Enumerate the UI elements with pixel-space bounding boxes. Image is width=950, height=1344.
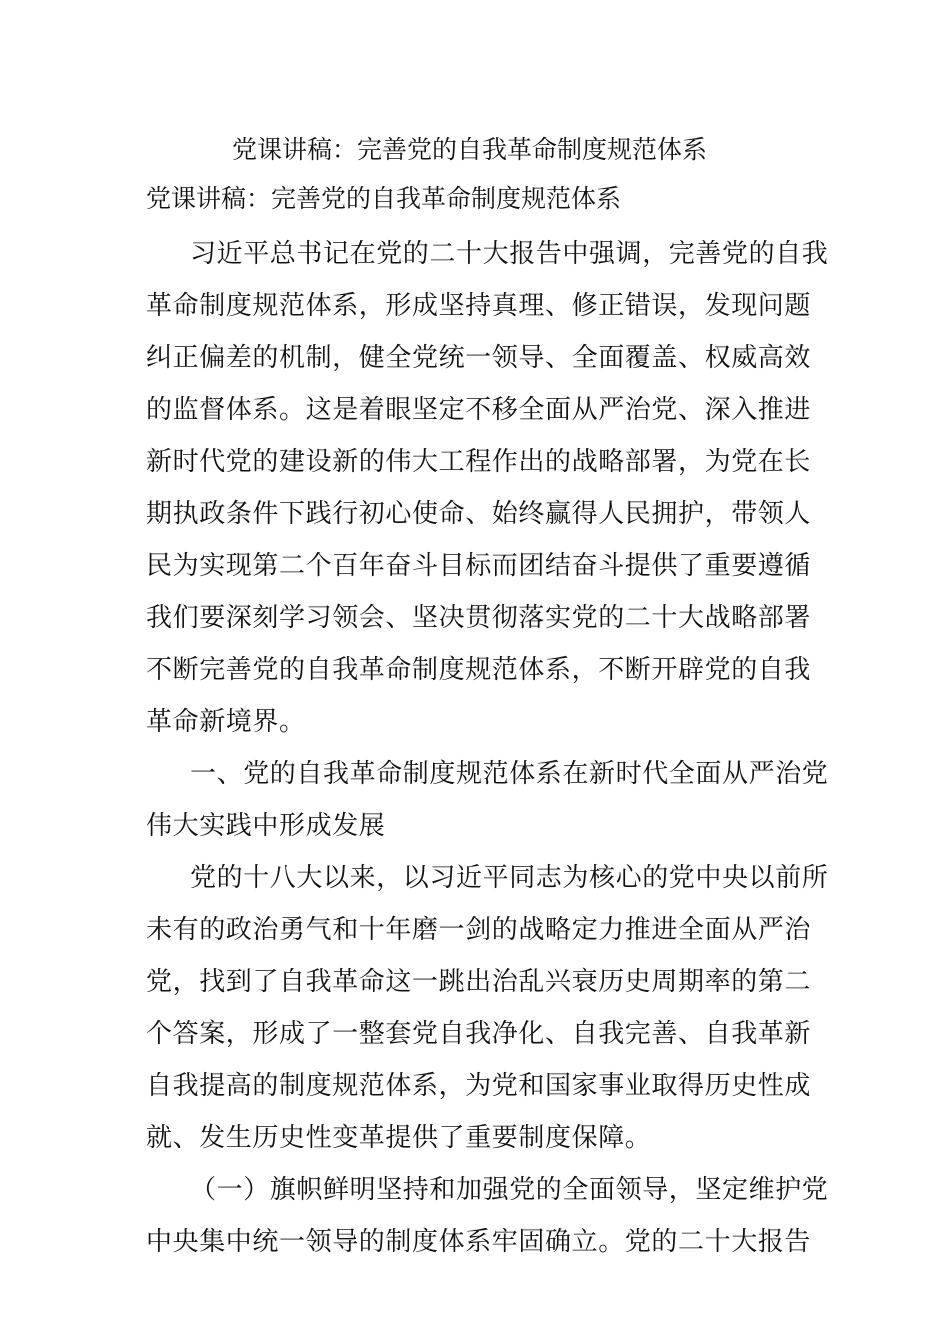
section-heading-line-2: 伟大实践中形成发展: [146, 811, 386, 841]
paragraph-1-line-10: 革命新境界。: [146, 707, 306, 737]
document-title: 党课讲稿：完善党的自我革命制度规范体系: [232, 135, 708, 164]
paragraph-1-line-2: 革命制度规范体系，形成坚持真理、修正错误，发现问题: [146, 291, 812, 321]
paragraph-2-line-4: 个答案，形成了一整套党自我净化、自我完善、自我革新: [146, 1019, 812, 1049]
section-heading-line-1: 一、党的自我革命制度规范体系在新时代全面从严治党: [190, 759, 829, 789]
paragraph-2-line-2: 未有的政治勇气和十年磨一剑的战略定力推进全面从严治: [146, 915, 812, 945]
paragraph-1-line-8: 我们要深刻学习领会、坚决贯彻落实党的二十大战略部署: [146, 603, 812, 633]
paragraph-2-line-3: 党，找到了自我革命这一跳出治乱兴衰历史周期率的第二: [146, 967, 812, 997]
paragraph-1-line-7: 民为实现第二个百年奋斗目标而团结奋斗提供了重要遵循: [146, 551, 812, 581]
paragraph-1-line-4: 的监督体系。这是着眼坚定不移全面从严治党、深入推进: [146, 395, 812, 425]
paragraph-1-line-1: 习近平总书记在党的二十大报告中强调，完善党的自我: [190, 239, 829, 269]
paragraph-1-line-3: 纠正偏差的机制，健全党统一领导、全面覆盖、权威高效: [146, 343, 812, 373]
paragraph-2-line-5: 自我提高的制度规范体系，为党和国家事业取得历史性成: [146, 1071, 812, 1101]
document-subtitle: 党课讲稿：完善党的自我革命制度规范体系: [146, 184, 622, 213]
paragraph-1-line-9: 不断完善党的自我革命制度规范体系，不断开辟党的自我: [146, 655, 812, 685]
paragraph-1-line-6: 期执政条件下践行初心使命、始终赢得人民拥护，带领人: [146, 499, 812, 529]
paragraph-3-line-1: （一）旗帜鲜明坚持和加强党的全面领导，坚定维护党: [190, 1175, 829, 1205]
paragraph-2-line-1: 党的十八大以来，以习近平同志为核心的党中央以前所: [190, 863, 829, 893]
paragraph-1-line-5: 新时代党的建设新的伟大工程作出的战略部署，为党在长: [146, 447, 812, 477]
paragraph-3-line-2: 中央集中统一领导的制度体系牢固确立。党的二十大报告: [146, 1227, 812, 1257]
paragraph-2-line-6: 就、发生历史性变革提供了重要制度保障。: [146, 1123, 652, 1153]
document-body: [146, 228, 829, 1268]
